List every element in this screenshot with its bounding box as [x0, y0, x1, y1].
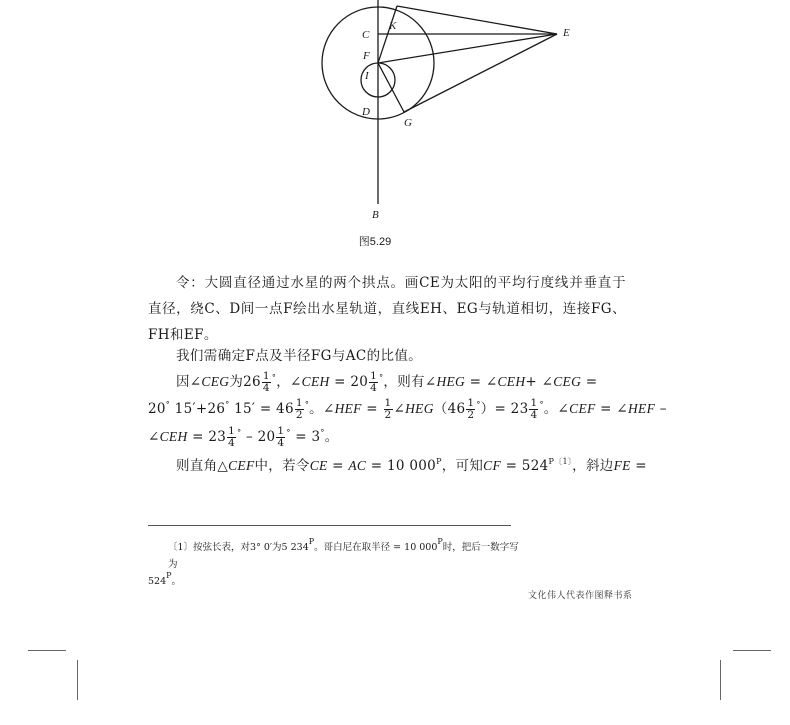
text-segment: ）= 23 — [480, 401, 529, 417]
book-series-title: 文化伟人代表作图释书系 — [528, 590, 633, 600]
line-EH — [397, 6, 557, 34]
numerator: 1 — [262, 370, 270, 382]
footnote-line-2 — [148, 573, 522, 590]
angle-name: HEG — [405, 401, 434, 416]
text-segment: ，可知 — [441, 458, 484, 474]
equation-line-4 — [176, 454, 647, 474]
crop-mark — [733, 650, 771, 651]
segment-name: CF — [483, 458, 502, 473]
text-segment: 524 — [148, 576, 167, 587]
text-segment: 20 — [148, 401, 166, 417]
text-segment: = — [581, 374, 598, 390]
text-segment: 为26 — [229, 374, 261, 390]
angle-name: CEG — [201, 374, 230, 389]
text-segment: ，斜边 — [572, 458, 614, 474]
paragraph-2: 我们需确定F点及半径FG与AC的比值。 — [176, 348, 423, 364]
unit-superscript: P — [437, 537, 443, 546]
numerator: 1 — [467, 397, 475, 409]
label-B: B — [372, 209, 379, 221]
text-segment: 。∠ — [309, 401, 335, 417]
angle-name: CEH — [159, 429, 188, 444]
crop-mark — [28, 650, 66, 651]
crop-mark — [720, 660, 721, 700]
paragraph-1: 令：大圆直径通过水星的两个拱点。画CE为太阳的平均行度线并垂直于直径，绕C、D间一点F绘出水星轨道，直线EH、EG与轨道相切，连接FG、FH和EF。 — [148, 275, 626, 343]
text-segment: ，则有∠ — [383, 374, 437, 390]
segment-name: AC — [348, 458, 367, 473]
text-segment: ，∠ — [276, 374, 302, 390]
line-EF — [378, 34, 557, 63]
angle-name: CEH — [497, 374, 526, 389]
degree-sign: ° — [304, 400, 310, 409]
denominator: 4 — [530, 409, 538, 421]
unit-superscript: P — [166, 571, 172, 580]
figure-caption: 图5.29 — [358, 236, 392, 248]
text-segment: 。∠ — [543, 401, 570, 417]
denominator: 4 — [370, 382, 378, 394]
numerator: 1 — [384, 397, 392, 409]
fraction — [262, 371, 271, 394]
unit-superscript: P — [308, 537, 315, 546]
figure-5-29 — [0, 0, 790, 250]
line-FG — [378, 63, 404, 112]
text-segment: = — [361, 401, 383, 417]
degree-sign: ° — [320, 428, 325, 437]
angle-name: HEF — [334, 401, 362, 416]
text-segment: = ∠ — [595, 401, 628, 417]
text-segment: – — [655, 401, 667, 417]
unit-superscript: P — [436, 457, 442, 466]
text-segment: = 20 — [329, 374, 369, 390]
text-segment: + ∠ — [525, 374, 554, 390]
fraction — [369, 371, 378, 394]
text-segment: 时，把后一数字写为 — [168, 542, 519, 570]
degree-sign: ° — [286, 428, 291, 437]
text-segment: = — [327, 458, 349, 474]
denominator: 2 — [295, 409, 303, 421]
denominator: 2 — [384, 409, 392, 421]
text-segment: = 10 000 — [366, 458, 437, 474]
text-segment: 〔1〕按弦长表，对3° 0′为5 234 — [168, 542, 309, 553]
denominator: 4 — [277, 437, 285, 449]
numerator: 1 — [370, 370, 378, 382]
label-F: F — [363, 50, 370, 62]
text-segment: 。 — [171, 576, 182, 587]
label-C: C — [362, 29, 370, 41]
degree-sign: ° — [379, 373, 384, 382]
footnote-ref[interactable]: P〔1〕 — [548, 457, 573, 466]
angle-name: CEG — [553, 374, 582, 389]
angle-name: CEF — [569, 401, 596, 416]
numerator: 1 — [530, 397, 538, 409]
text-segment: = 524 — [501, 458, 549, 474]
segment-name: CE — [309, 458, 328, 473]
text-segment: 。 — [324, 429, 339, 445]
line-EG — [404, 34, 557, 112]
numerator: 1 — [228, 425, 236, 437]
fraction — [466, 398, 475, 421]
fraction — [295, 398, 304, 421]
text-segment: = 23 — [187, 429, 227, 445]
text-segment: 则直角△ — [176, 458, 229, 474]
text-segment: 中，若令 — [254, 458, 310, 474]
text-segment: = ∠ — [465, 374, 498, 390]
fraction — [227, 426, 236, 449]
degree-sign: ° — [165, 400, 171, 409]
text-segment: 因∠ — [176, 374, 202, 390]
footnote — [148, 539, 522, 590]
segment-name: FE — [613, 458, 631, 473]
crop-mark — [77, 660, 78, 700]
denominator: 2 — [467, 409, 475, 421]
label-G: G — [404, 117, 412, 129]
fraction — [276, 426, 285, 449]
footnote-line-1 — [148, 539, 522, 573]
text-segment: ∠ — [148, 429, 160, 445]
degree-sign: ° — [476, 400, 481, 409]
label-I: I — [365, 70, 369, 82]
equation-line-2 — [148, 397, 667, 421]
degree-sign: ° — [539, 400, 544, 409]
denominator: 4 — [228, 437, 236, 449]
text-segment: = 3 — [290, 429, 321, 445]
label-E: E — [563, 27, 570, 39]
denominator: 4 — [262, 382, 270, 394]
numerator: 1 — [277, 425, 285, 437]
degree-sign: ° — [271, 373, 277, 382]
degree-sign: ° — [225, 400, 230, 409]
text-segment: 。哥白尼在取半径 = 10 000 — [314, 542, 438, 553]
triangle-name: CEF — [228, 458, 255, 473]
label-K: K — [389, 20, 397, 32]
label-D: D — [362, 106, 370, 118]
text-segment: ∠ — [393, 401, 406, 417]
angle-name: HEG — [436, 374, 466, 389]
angle-name: HEF — [627, 401, 656, 416]
text-segment: – 20 — [241, 429, 276, 445]
numerator: 1 — [295, 397, 303, 409]
text-segment: 15′ = 46 — [229, 401, 294, 417]
footnote-rule — [148, 525, 511, 526]
text-segment: 15′+26 — [170, 401, 226, 417]
degree-sign: ° — [237, 428, 242, 437]
fraction — [529, 398, 538, 421]
equation-line-1 — [176, 370, 626, 394]
angle-name: CEH — [301, 374, 330, 389]
text-segment: （46 — [433, 401, 466, 417]
fraction — [384, 398, 393, 421]
text-segment: = — [630, 458, 647, 474]
equation-line-3 — [148, 425, 626, 449]
